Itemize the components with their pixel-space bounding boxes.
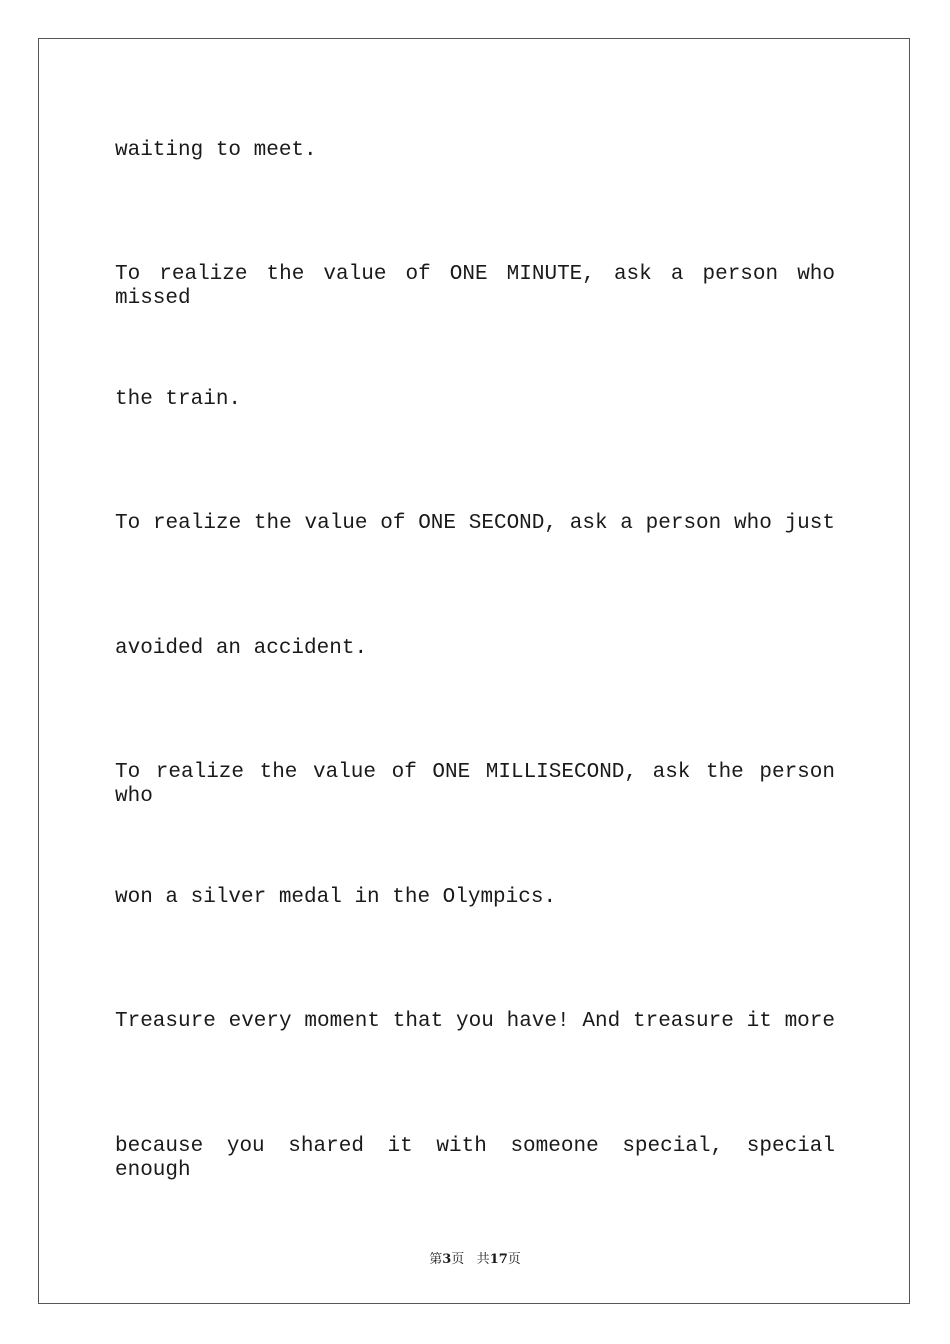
text-line-6: To realize the value of ONE MILLISECOND, ask the person who bbox=[115, 761, 835, 808]
footer-total-unit: 页 bbox=[507, 1252, 521, 1267]
current-page-number: 3 bbox=[442, 1252, 452, 1267]
page-footer bbox=[0, 1248, 950, 1267]
text-line-7: won a silver medal in the Olympics. bbox=[115, 886, 557, 909]
text-line-9: because you shared it with someone special, special enough bbox=[115, 1135, 835, 1182]
footer-total-prefix: 共 bbox=[476, 1252, 490, 1267]
text-line-8: Treasure every moment that you have! And treasure it more bbox=[115, 1010, 835, 1033]
text-line-4: To realize the value of ONE SECOND, ask a person who just bbox=[115, 512, 835, 535]
total-page-count: 17 bbox=[489, 1252, 508, 1267]
footer-page-unit: 页 bbox=[451, 1252, 465, 1267]
text-line-1: waiting to meet. bbox=[115, 139, 317, 162]
footer-prefix: 第 bbox=[429, 1252, 443, 1267]
text-line-3: the train. bbox=[115, 388, 242, 411]
text-line-2: To realize the value of ONE MINUTE, ask a person who missed bbox=[115, 263, 835, 310]
page-border bbox=[38, 38, 910, 1304]
text-line-5: avoided an accident. bbox=[115, 637, 368, 660]
